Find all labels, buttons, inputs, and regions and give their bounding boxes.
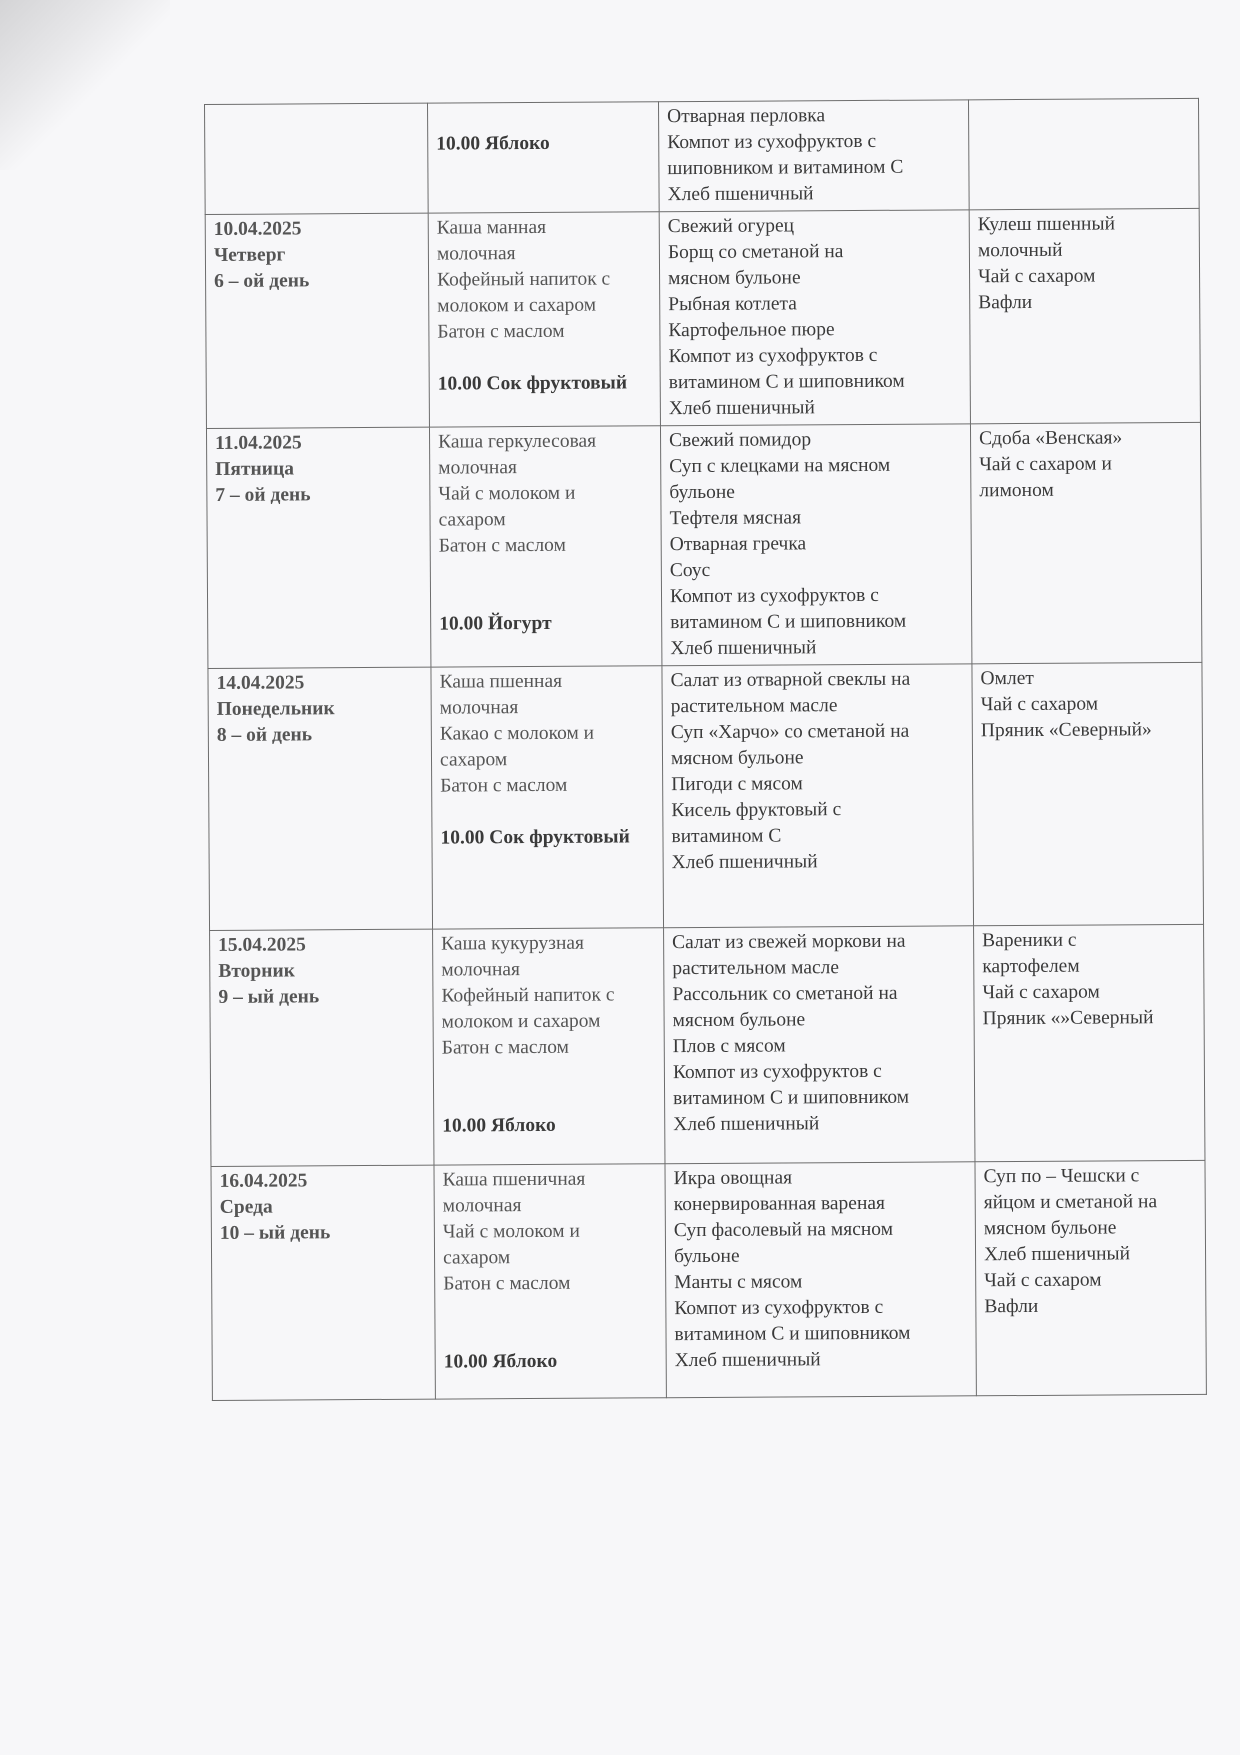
breakfast-line: Батон с маслом: [441, 1036, 570, 1059]
breakfast-line: молочная: [442, 1195, 522, 1217]
lunch-line: мясном бульоне: [668, 267, 801, 290]
menu-table: [204, 98, 1207, 1401]
date-cell: [211, 1165, 435, 1400]
lunch-line: витамином С: [671, 825, 782, 848]
breakfast-line: Каша пшенная: [439, 670, 563, 693]
lunch-line: Суп с клецками на мясном: [669, 454, 891, 478]
snack-line: 10.00 Сок фруктовый: [440, 826, 630, 849]
day-number: 7 – ой день: [215, 484, 311, 506]
menu-row: [205, 98, 1200, 214]
lunch-line: Свежий огурец: [667, 215, 795, 238]
afternoon-line: лимоном: [979, 479, 1054, 502]
lunch-cell: [662, 664, 974, 928]
breakfast-line: Батон с маслом: [438, 534, 566, 557]
lunch-cell: [665, 1162, 976, 1398]
weekday: Пятница: [215, 458, 295, 480]
lunch-line: мясном бульоне: [672, 1009, 806, 1032]
menu-row: [205, 208, 1200, 428]
breakfast-cell: [428, 212, 660, 427]
lunch-cell: [660, 424, 971, 666]
afternoon-line: яйцом и сметаной на: [983, 1191, 1158, 1214]
lunch-line: витамином С и шиповником: [670, 610, 907, 634]
breakfast-line: Чай с молоком и: [442, 1220, 580, 1243]
lunch-line: Манты с мясом: [674, 1271, 803, 1294]
day-number: 6 – ой день: [214, 270, 310, 292]
breakfast-line: сахаром: [438, 509, 506, 531]
lunch-line: Хлеб пшеничный: [673, 1113, 820, 1136]
menu-row: [206, 422, 1201, 668]
weekday: Четверг: [213, 244, 286, 266]
date: 16.04.2025: [219, 1170, 308, 1192]
afternoon-line: картофелем: [982, 955, 1080, 978]
lunch-line: Картофельное пюре: [668, 319, 835, 342]
afternoon-line: Суп по – Чешски с: [983, 1165, 1140, 1188]
lunch-line: Хлеб пшеничный: [668, 397, 815, 420]
afternoon-cell: [969, 208, 1200, 423]
lunch-line: Пигоди с мясом: [671, 773, 803, 796]
afternoon-line: мясном бульоне: [983, 1217, 1117, 1240]
breakfast-line: Каша пшеничная: [442, 1168, 586, 1191]
afternoon-line: Чай с сахаром: [984, 1269, 1102, 1292]
afternoon-cell: [974, 924, 1205, 1161]
breakfast-line: Какао с молоком и: [439, 722, 595, 745]
breakfast-line: Каша геркулесовая: [438, 430, 597, 453]
breakfast-cell: [433, 928, 665, 1165]
lunch-line: Хлеб пшеничный: [670, 637, 817, 660]
date-cell: [205, 213, 429, 428]
day-number: 9 – ый день: [218, 986, 320, 1008]
lunch-line: Икра овощная: [673, 1167, 793, 1190]
date-cell: [210, 929, 434, 1166]
breakfast-line: Кофейный напиток с: [437, 268, 611, 291]
weekday: Понедельник: [216, 698, 335, 720]
breakfast-line: молочная: [438, 457, 517, 479]
breakfast-line: молочная: [439, 697, 519, 719]
snack-line: 10.00 Яблоко: [442, 1114, 556, 1137]
afternoon-line: Пряник «»Северный: [982, 1007, 1154, 1030]
afternoon-line: Чай с сахаром: [978, 265, 1096, 288]
day-number: 8 – ой день: [216, 724, 313, 746]
lunch-line: Компот из сухофруктов с: [667, 130, 877, 154]
breakfast-cell: [434, 1164, 666, 1399]
afternoon-cell: [968, 98, 1199, 209]
lunch-line: мясном бульоне: [670, 747, 804, 770]
lunch-line: Суп фасолевый на мясном: [673, 1218, 894, 1242]
lunch-line: бульоне: [673, 1245, 740, 1268]
lunch-line: витамином С и шиповником: [673, 1086, 910, 1110]
afternoon-line: Пряник «Северный»: [980, 719, 1152, 742]
afternoon-line: молочный: [977, 239, 1063, 262]
afternoon-line: Вареники с: [982, 929, 1077, 952]
lunch-line: растительном масле: [672, 957, 840, 980]
breakfast-line: Батон с маслом: [443, 1272, 571, 1295]
lunch-line: Борщ со сметаной на: [667, 241, 844, 264]
weekday: Вторник: [218, 960, 296, 982]
lunch-line: Свежий помидор: [669, 429, 812, 452]
afternoon-cell: [972, 662, 1204, 925]
afternoon-line: Чай с сахаром и: [979, 453, 1112, 476]
menu-row: [208, 662, 1204, 930]
afternoon-line: Омлет: [980, 667, 1034, 690]
lunch-line: Отварная гречка: [669, 533, 807, 556]
day-number: 10 – ый день: [219, 1222, 331, 1244]
breakfast-line: Каша манная: [436, 216, 547, 239]
afternoon-line: Кулеш пшенный: [977, 213, 1116, 236]
breakfast-line: сахаром: [439, 749, 508, 771]
breakfast-cell: [427, 102, 659, 213]
lunch-line: Хлеб пшеничный: [667, 183, 814, 206]
weekday: Среда: [219, 1196, 273, 1218]
snack-line: 10.00 Йогурт: [439, 612, 552, 635]
menu-row: [211, 1160, 1206, 1400]
afternoon-line: Чай с сахаром: [980, 693, 1099, 716]
afternoon-cell: [975, 1160, 1206, 1395]
breakfast-line: Чай с молоком и: [438, 482, 576, 505]
afternoon-cell: [970, 422, 1201, 663]
scan-shadow: [0, 0, 170, 170]
lunch-line: Отварная перловка: [667, 105, 826, 128]
breakfast-line: сахаром: [442, 1247, 511, 1269]
lunch-line: Рассольник со сметаной на: [672, 982, 898, 1006]
menu-row: [210, 924, 1205, 1166]
lunch-line: Компот из сухофруктов с: [668, 344, 878, 368]
lunch-line: Компот из сухофруктов с: [669, 584, 879, 608]
lunch-line: Рыбная котлета: [668, 293, 797, 316]
date: 14.04.2025: [216, 672, 305, 694]
snack-line: 10.00 Сок фруктовый: [437, 372, 628, 395]
breakfast-line: молоком и сахаром: [437, 294, 597, 317]
afternoon-line: Хлеб пшеничный: [983, 1243, 1131, 1266]
lunch-line: Соус: [669, 559, 711, 582]
lunch-line: Хлеб пшеничный: [674, 1349, 821, 1372]
lunch-cell: [664, 926, 975, 1164]
afternoon-line: Сдоба «Венская»: [978, 427, 1123, 450]
snack-line: 10.00 Яблоко: [436, 132, 550, 155]
lunch-line: конервированная вареная: [673, 1192, 886, 1216]
lunch-line: шиповником и витамином С: [667, 156, 904, 180]
breakfast-line: молочная: [436, 243, 516, 265]
breakfast-line: молочная: [441, 959, 521, 981]
breakfast-line: Батон с маслом: [437, 320, 565, 343]
lunch-line: Салат из отварной свеклы на: [670, 668, 911, 692]
lunch-line: растительном масле: [670, 695, 838, 718]
date-cell: [208, 667, 433, 930]
lunch-line: Компот из сухофруктов с: [674, 1296, 884, 1320]
date-cell: [205, 103, 429, 214]
lunch-line: витамином С и шиповником: [674, 1322, 911, 1346]
date-cell: [206, 427, 430, 668]
lunch-line: Салат из свежей моркови на: [672, 930, 906, 954]
lunch-line: Суп «Харчо» со сметаной на: [670, 720, 910, 744]
lunch-line: Кисель фруктовый с: [671, 799, 842, 822]
breakfast-line: Батон с маслом: [440, 774, 568, 797]
date: 15.04.2025: [218, 934, 306, 956]
date: 10.04.2025: [213, 218, 302, 240]
lunch-cell: [659, 210, 970, 426]
lunch-line: Тефтеля мясная: [669, 507, 802, 530]
lunch-line: витамином С и шиповником: [668, 370, 905, 394]
lunch-line: бульоне: [669, 481, 735, 504]
snack-line: 10.00 Яблоко: [443, 1350, 558, 1373]
lunch-line: Компот из сухофруктов с: [672, 1060, 882, 1084]
breakfast-cell: [429, 426, 661, 667]
breakfast-line: Кофейный напиток с: [441, 984, 615, 1007]
breakfast-cell: [431, 666, 664, 929]
date: 11.04.2025: [215, 432, 302, 454]
afternoon-line: Вафли: [984, 1295, 1039, 1318]
afternoon-line: Вафли: [978, 291, 1033, 314]
lunch-line: Хлеб пшеничный: [671, 851, 818, 874]
lunch-line: Плов с мясом: [672, 1035, 786, 1058]
breakfast-line: Каша кукурузная: [441, 932, 585, 955]
breakfast-line: молоком и сахаром: [441, 1010, 601, 1033]
afternoon-line: Чай с сахаром: [982, 981, 1100, 1004]
lunch-cell: [658, 100, 969, 212]
